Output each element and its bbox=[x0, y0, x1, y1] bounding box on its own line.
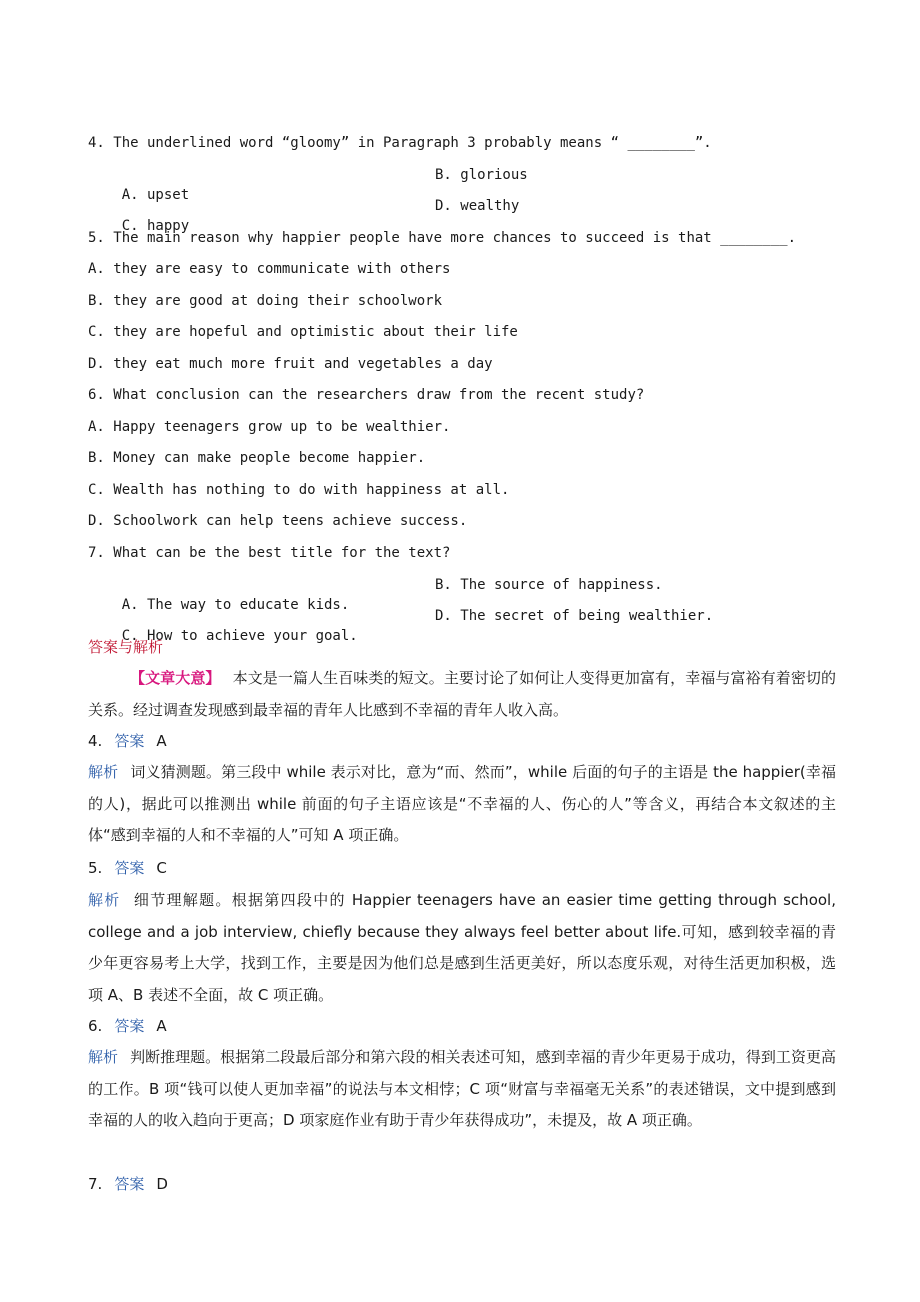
option-5a: A. they are easy to communicate with others bbox=[88, 261, 451, 277]
option-7a: A. The way to educate kids. bbox=[121, 597, 350, 613]
summary-text: 本文是一篇人生百味类的短文。主要讨论了如何让人变得更加富有，幸福与富裕有着密切的关系。经过调查发现感到最幸福的青年人比感到不幸福的青年人收入高。 bbox=[88, 669, 836, 719]
explanation-4-label: 解析 bbox=[88, 763, 119, 781]
answer-4-label: 答案 bbox=[114, 732, 145, 750]
answer-7-label: 答案 bbox=[114, 1175, 145, 1193]
explanation-6-label: 解析 bbox=[88, 1048, 119, 1066]
explanation-4-text: 词义猜测题。第三段中 while 表示对比，意为“而、然而”，while 后面的句子的主语是 the happier(幸福的人)，据此可以推测出 while 前面的句子主语应该是“不幸福的人、伤心的人”等含义，再结合本文叙述的主体“感到幸福的人和不幸福的人”可知 A 项正确。 bbox=[88, 763, 836, 844]
answer-7-line bbox=[88, 1169, 836, 1201]
answer-5-explanation bbox=[88, 885, 836, 1011]
answer-6-explanation bbox=[88, 1042, 836, 1137]
option-6a: A. Happy teenagers grow up to be wealthier. bbox=[88, 419, 451, 435]
answer-6-label: 答案 bbox=[114, 1017, 145, 1035]
option-5b: B. they are good at doing their schoolwork bbox=[88, 293, 443, 309]
question-6-stem: 6. What conclusion can the researchers draw from the recent study? bbox=[88, 387, 645, 403]
answer-5-value: C bbox=[156, 859, 167, 877]
explanation-5-label: 解析 bbox=[88, 891, 121, 909]
question-7-stem: 7. What can be the best title for the text? bbox=[88, 545, 451, 561]
answer-4-value: A bbox=[156, 732, 167, 750]
option-6d: D. Schoolwork can help teens achieve success. bbox=[88, 513, 468, 529]
answer-5-number: 5. bbox=[88, 859, 103, 877]
summary-tag: 【文章大意】 bbox=[130, 669, 221, 687]
explanation-5-text: 细节理解题。根据第四段中的 Happier teenagers have an easier time getting through school, college and a job interview, chiefly because they always feel better about life.可知，感到较幸福的青少年更容易考上大学，找到工作，主要是因为他们总是感到生活更美好，所以态度乐观，对待生活更加积极，选项 A、B 表述不全面，故 C 项正确。 bbox=[88, 891, 836, 1004]
answer-7-number: 7. bbox=[88, 1175, 103, 1193]
summary-paragraph bbox=[88, 663, 836, 726]
option-5d: D. they eat much more fruit and vegetables a day bbox=[88, 356, 493, 372]
option-7d: D. The secret of being wealthier. bbox=[435, 608, 714, 624]
answer-6-line bbox=[88, 1011, 836, 1043]
answer-6-number: 6. bbox=[88, 1017, 103, 1035]
answer-5-line bbox=[88, 853, 836, 885]
question-5-stem: 5. The main reason why happier people have more chances to succeed is that ________. bbox=[88, 230, 797, 246]
answers-heading: 答案与解析 bbox=[88, 638, 164, 656]
explanation-6-text: 判断推理题。根据第二段最后部分和第六段的相关表述可知，感到幸福的青少年更易于成功，得到工资更高的工作。B 项“钱可以使人更加幸福”的说法与本文相悖；C 项“财富与幸福毫无关系”的表述错误，文中提到感到幸福的人的收入趋向于更高；D 项家庭作业有助于青少年获得成功”，未提及，故 A 项正确。 bbox=[88, 1048, 836, 1129]
option-4b: B. glorious bbox=[435, 167, 528, 183]
option-4c: C. happy bbox=[121, 218, 190, 234]
answer-4-number: 4. bbox=[88, 732, 103, 750]
option-7c: C. How to achieve your goal. bbox=[121, 628, 358, 644]
option-7b: B. The source of happiness. bbox=[435, 577, 663, 593]
answer-6-value: A bbox=[156, 1017, 167, 1035]
option-6c: C. Wealth has nothing to do with happiness at all. bbox=[88, 482, 510, 498]
option-6b: B. Money can make people become happier. bbox=[88, 450, 426, 466]
option-4d: D. wealthy bbox=[435, 198, 520, 214]
answer-4-explanation bbox=[88, 757, 836, 852]
answer-5-label: 答案 bbox=[114, 859, 145, 877]
question-4-stem: 4. The underlined word “gloomy” in Paragraph 3 probably means “ ________”. bbox=[88, 135, 712, 151]
answer-7-value: D bbox=[156, 1175, 168, 1193]
option-5c: C. they are hopeful and optimistic about their life bbox=[88, 324, 518, 340]
option-4a: A. upset bbox=[121, 187, 190, 203]
answer-4-line bbox=[88, 726, 836, 758]
